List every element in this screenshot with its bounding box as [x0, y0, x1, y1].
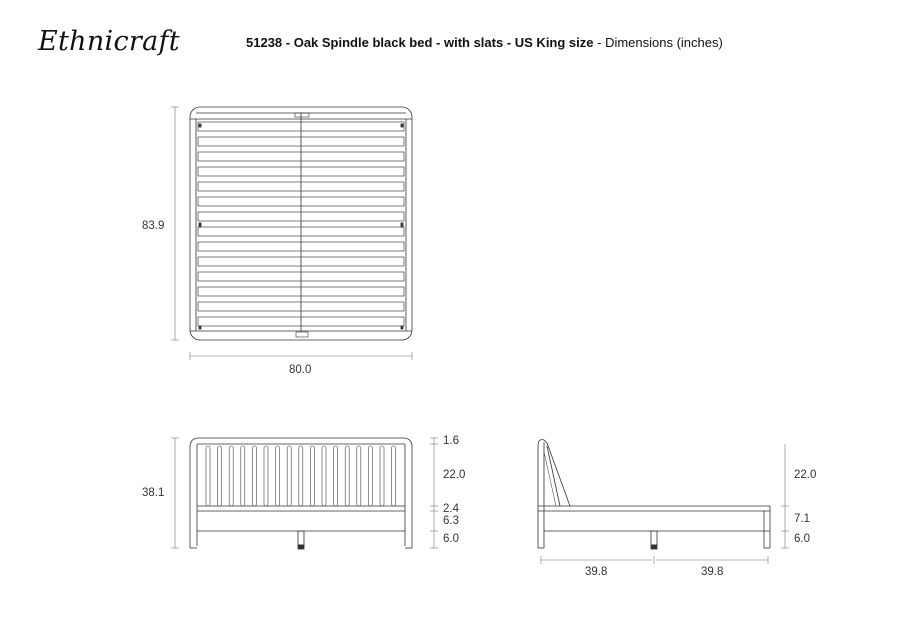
spindle [357, 446, 361, 506]
unit-note: Dimensions (inches) [605, 35, 723, 50]
top-view-drawing [190, 107, 412, 340]
front-side-rail-label: 6.3 [443, 515, 459, 527]
top-depth-label: 83.9 [142, 220, 165, 232]
side-length-foot-label: 39.8 [701, 566, 724, 578]
front-spindle-label: 22.0 [443, 469, 466, 481]
front-total-height-label: 38.1 [142, 487, 165, 499]
top-view-dimensions [171, 107, 412, 360]
side-view-dimensions [541, 444, 789, 564]
spindle [310, 446, 314, 506]
spindle [299, 446, 303, 506]
product-title: 51238 - Oak Spindle black bed - with slats - US King size [246, 35, 594, 50]
brand-logo: Ethnicraft [38, 26, 180, 57]
spindles-group [206, 446, 396, 506]
side-headboard-label: 22.0 [794, 469, 817, 481]
side-length-head-label: 39.8 [585, 566, 608, 578]
spindle [206, 446, 210, 506]
spindle [334, 446, 338, 506]
spindle [276, 446, 280, 506]
spindle [392, 446, 396, 506]
side-frame-label: 7.1 [794, 513, 810, 525]
title-separator: - [593, 35, 606, 50]
spindle [287, 446, 291, 506]
spindle [264, 446, 268, 506]
spindle [368, 446, 372, 506]
front-cap-label: 1.6 [443, 435, 459, 447]
spindle [322, 446, 326, 506]
side-view-drawing [538, 440, 770, 549]
spindle [345, 446, 349, 506]
spindle [218, 446, 222, 506]
front-leg-clearance-label: 6.0 [443, 533, 459, 545]
front-view-dimensions [171, 438, 438, 548]
side-leg-clearance-label: 6.0 [794, 533, 810, 545]
spindle [380, 446, 384, 506]
front-top-rail-label: 2.4 [443, 503, 459, 515]
top-width-label: 80.0 [289, 364, 312, 376]
front-view-drawing [190, 438, 412, 549]
spindle [241, 446, 245, 506]
spindle [229, 446, 233, 506]
spindle [252, 446, 256, 506]
